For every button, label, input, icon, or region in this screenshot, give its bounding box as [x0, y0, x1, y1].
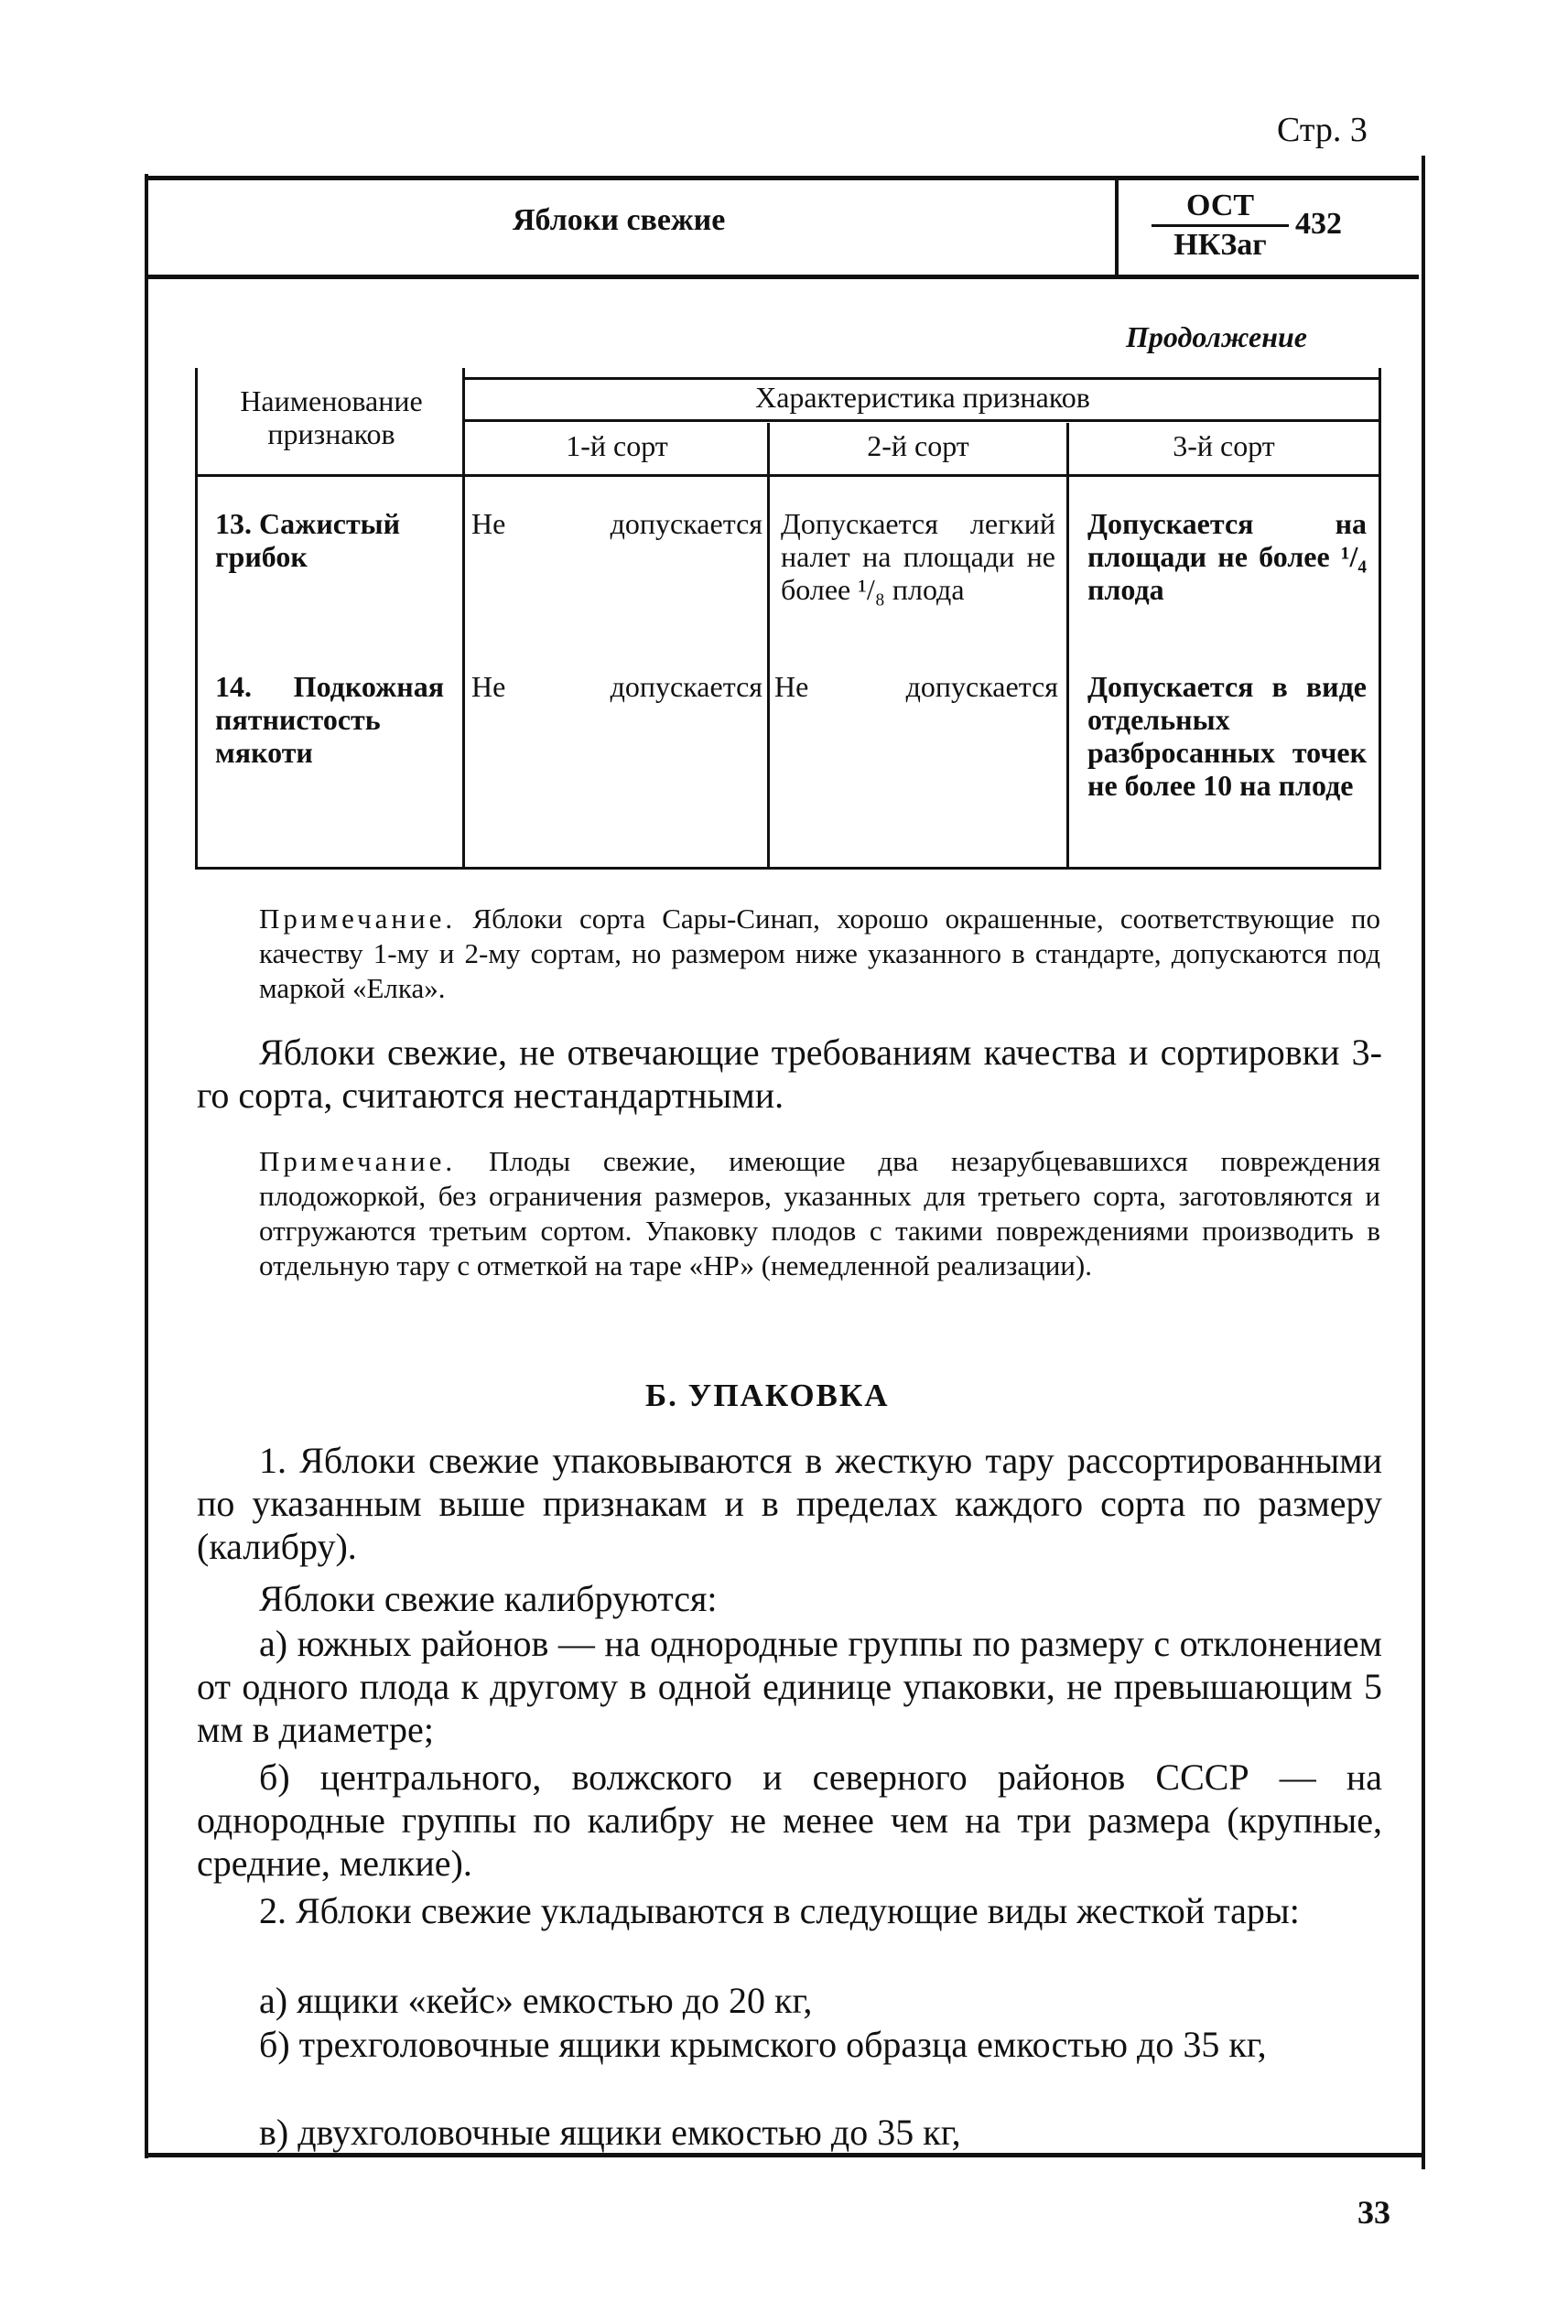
grade-3-header: 3-й сорт [1173, 429, 1275, 462]
grade-2-header: 2-й сорт [867, 429, 969, 462]
header-rule [195, 474, 1381, 477]
row-13-name: 13. Сажистый грибок [215, 507, 401, 573]
row-14-grade-2: Не допускается [774, 670, 1058, 703]
grade-1-header: 1-й сорт [566, 429, 668, 462]
nonstandard-paragraph: Яблоки свежие, не отвечающие требованиям качества и сортировки 3-го сорта, считаются нестандартными. [197, 1032, 1382, 1116]
standard-denominator: НКЗаг [1173, 228, 1267, 262]
col-divider-3 [1066, 423, 1069, 870]
note-2-label: Примечание. [259, 1145, 457, 1177]
section-b-paragraph-2: Яблоки свежие калибруются: [259, 1578, 718, 1619]
section-b-paragraph-3: а) южных районов — на однородные группы по размеру с отклонением от одного плода к другому в одной единице упаковки, не превышающим 5 мм в диаметре; [197, 1623, 1382, 1750]
frame-bottom-rule [146, 2153, 1423, 2157]
page-number: 33 [1357, 2194, 1390, 2231]
section-b-title: Б. УПАКОВКА [645, 1378, 890, 1413]
note-1 [259, 902, 1380, 1006]
group-header: Характеристика признаков [755, 381, 1090, 414]
note-1-label: Примечание. [259, 903, 457, 935]
note-2 [259, 1144, 1380, 1283]
note-1-text: Яблоки сорта Сары-Синап, хорошо окрашенные, соответствующие по качеству 1-му и 2-му сортам, но размером ниже указанного в стандарте, допускаются под маркой «Елка». [259, 903, 1380, 1004]
col-divider-1 [462, 368, 465, 870]
table-top-rule [465, 377, 1381, 380]
group-header-rule [465, 419, 1381, 422]
row-14-name: 14. Подкожная пятнистость мякоти [215, 670, 444, 769]
document-title: Яблоки свежие [513, 203, 726, 237]
table-left-border [195, 368, 198, 870]
row-13-grade-3: Допускается на площади не более ¹/₄ плода [1087, 507, 1367, 606]
continuation-label: Продолжение [1126, 320, 1307, 353]
row-14-grade-3: Допускается в виде отдельных разбросанных точек не более 10 на плоде [1087, 670, 1367, 802]
header-divider [1115, 179, 1119, 275]
row-14-grade-1: Не допускается [471, 670, 762, 703]
standard-code: 432 [1295, 207, 1342, 241]
standard-numerator: ОСТ [1152, 188, 1289, 227]
section-b-paragraph-5: 2. Яблоки свежие укладываются в следующие виды жесткой тары: [259, 1890, 1300, 1931]
col-name-header: Наименование признаков [240, 384, 423, 450]
grade-table [195, 368, 1381, 870]
table-bottom-border [195, 867, 1381, 870]
page-label: Стр. 3 [1277, 111, 1368, 149]
row-13-grade-2: Допускается легкий налет на площади не более ¹/₈ плода [781, 507, 1055, 606]
note-2-text: Плоды свежие, имеющие два незарубцевавшихся повреждения плодожоркой, без ограничения размеров, указанных для третьего сорта, заготовляются и отгружаются третьим сортом. Упаковку плодов с такими повреждениями производить в отдельную тару с отметкой на таре «НР» (немедленной реализации). [259, 1145, 1380, 1281]
frame-left-rule [145, 174, 148, 2158]
section-b-paragraph-1: 1. Яблоки свежие упаковываются в жесткую тару рассортированными по указанным выше признакам и в пределах каждого сорта по размеру (калибру). [197, 1440, 1382, 1567]
standard-designation [1152, 188, 1289, 264]
section-b-paragraph-4: б) центрального, волжского и северного районов СССР — на однородные группы по калибру не менее чем на три размера (крупные, средние, мелкие). [197, 1757, 1382, 1884]
frame-top-rule [146, 176, 1419, 180]
section-b-paragraph-7: б) трехголовочные ящики крымского образца емкостью до 35 кг, [259, 2024, 1267, 2065]
header-bottom-rule [146, 275, 1419, 279]
row-13-grade-1: Не допускается [471, 507, 762, 540]
section-b-paragraph-6: а) ящики «кейс» емкостью до 20 кг, [259, 1980, 813, 2021]
table-right-border [1379, 368, 1381, 870]
col-divider-2 [767, 423, 770, 870]
section-b-paragraph-8: в) двухголовочные ящики емкостью до 35 кг, [259, 2112, 961, 2153]
frame-right-rule [1422, 156, 1425, 2169]
